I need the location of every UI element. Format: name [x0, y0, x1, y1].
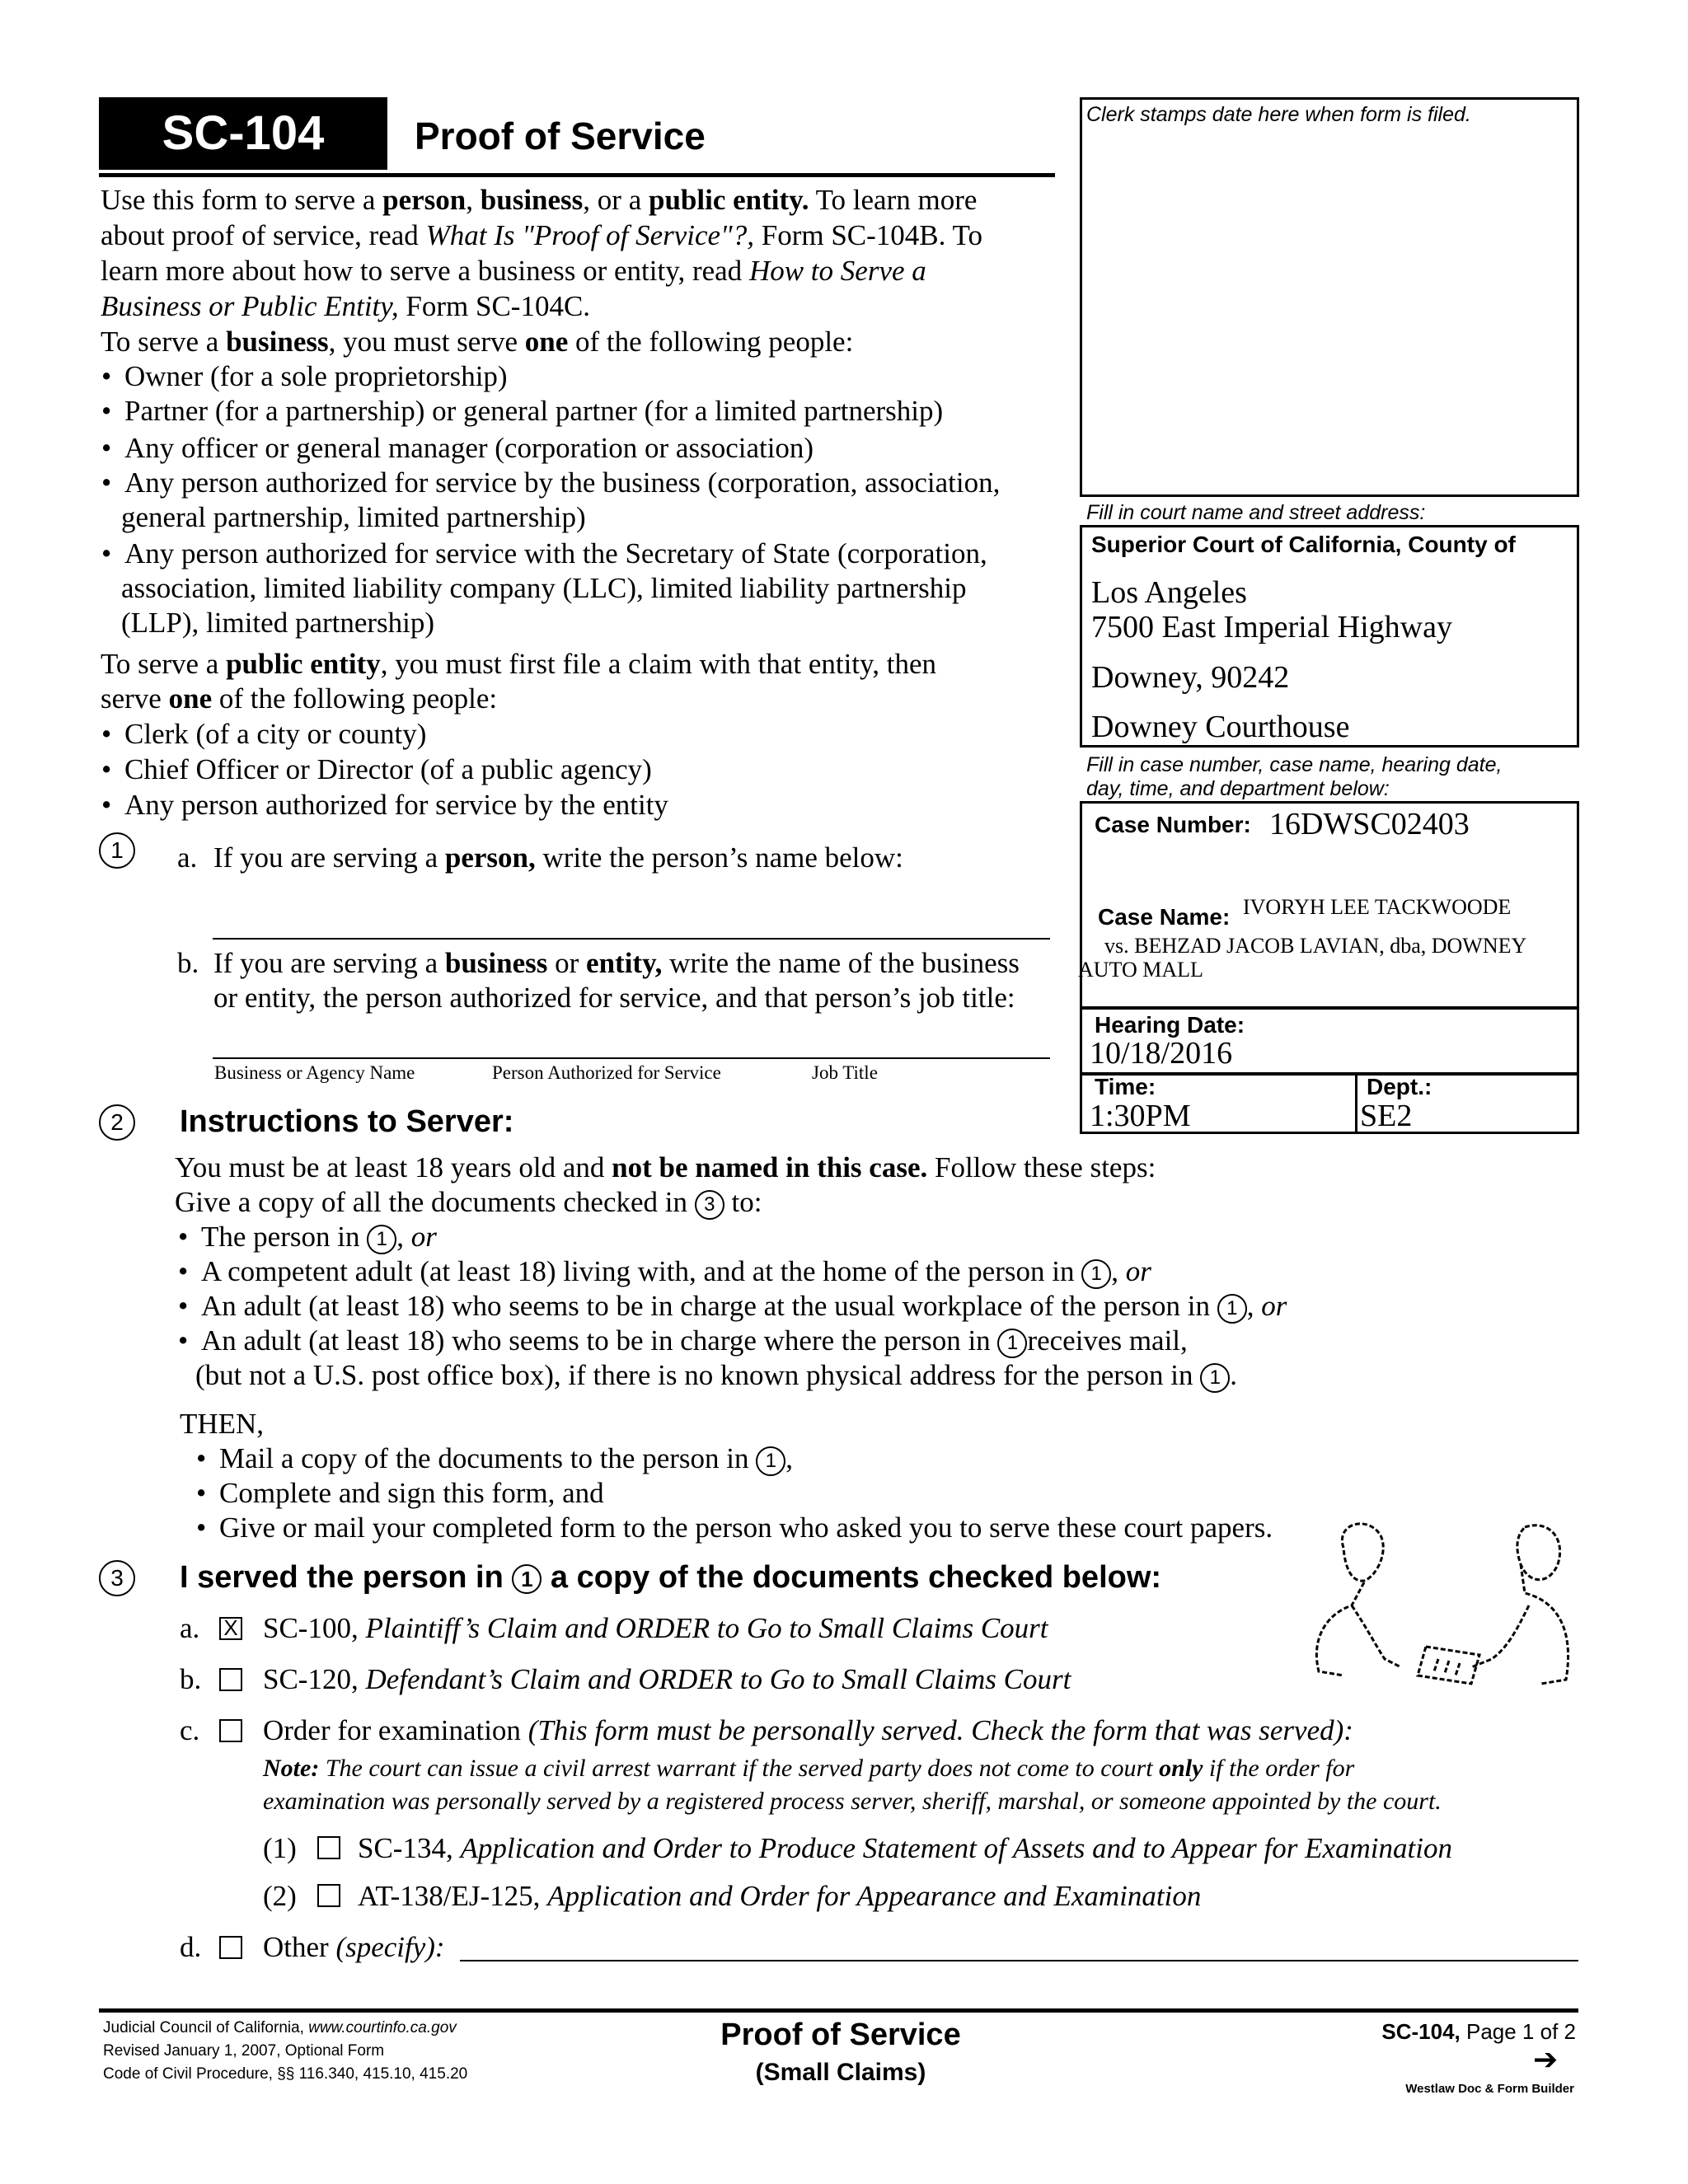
doc-c2-label: (2)	[263, 1880, 297, 1912]
next-page-arrow-icon: ➔	[1533, 2042, 1559, 2076]
col-job-title: Job Title	[812, 1062, 878, 1083]
court-city: Downey, 90242	[1091, 660, 1290, 695]
form-number-badge: SC-104	[99, 97, 387, 170]
instr-line-2: Give a copy of all the documents checked in 3 to:	[175, 1186, 762, 1218]
intro-line-4: Business or Public Entity, Form SC-104C.	[101, 290, 591, 322]
server-arm	[1352, 1605, 1401, 1667]
court-heading: Superior Court of California, County of	[1091, 532, 1516, 557]
public-bullet: • Chief Officer or Director (of a public agency)	[124, 752, 652, 787]
instr-bullet: • An adult (at least 18) who seems to be in charge at the usual workplace of the person in 1 , or	[201, 1289, 1287, 1324]
ref-1: 1	[997, 1329, 1027, 1358]
server-body	[1316, 1582, 1364, 1675]
hearing-date-label: Hearing Date:	[1095, 1012, 1245, 1038]
court-county: Los Angeles	[1091, 575, 1247, 610]
business-bullet: • Any person authorized for service by the business (corporation, association,	[124, 466, 1000, 500]
case-info-label-1: Fill in case number, case name, hearing date,	[1086, 753, 1503, 776]
footer-revised: Revised January 1, 2007, Optional Form	[103, 2042, 385, 2060]
ref-1: 1	[756, 1446, 785, 1476]
ref-1: 1	[1217, 1294, 1247, 1324]
col-business-name: Business or Agency Name	[214, 1062, 415, 1083]
ref-1: 1	[1200, 1363, 1230, 1393]
other-specify-field[interactable]	[460, 1960, 1578, 1961]
business-bullet: • Partner (for a partnership) or general partner (for a limited partnership)	[124, 394, 943, 429]
then-label: THEN,	[180, 1408, 265, 1440]
section-1-number: 1	[99, 832, 135, 869]
intro-line-2: about proof of service, read What Is "Proof of Service"?, Form SC-104B. To	[101, 219, 982, 251]
case-name-3: AUTO MALL	[1078, 958, 1203, 982]
person-name-field[interactable]	[213, 938, 1050, 940]
section-1a-label: a.	[177, 841, 198, 874]
doc-c1-checkbox[interactable]	[317, 1836, 340, 1859]
public-intro-1: To serve a public entity, you must first file a claim with that entity, then	[101, 648, 937, 680]
doc-d-text: Other (specify):	[263, 1931, 445, 1963]
public-bullet: • Clerk (of a city or county)	[124, 717, 426, 752]
section-1a-text: If you are serving a person, write the person’s name below:	[213, 841, 903, 874]
case-info-label-2: day, time, and department below:	[1086, 777, 1390, 800]
time-label: Time:	[1095, 1074, 1156, 1099]
public-intro-2: serve one of the following people:	[101, 682, 498, 715]
footer-code: Code of Civil Procedure, §§ 116.340, 415.10, 415.20	[103, 2065, 468, 2083]
then-bullet: • Complete and sign this form, and	[219, 1476, 604, 1511]
ref-1: 1	[1081, 1259, 1111, 1289]
recipient-body	[1521, 1564, 1568, 1684]
ref-3: 3	[695, 1190, 724, 1220]
recipient-arm	[1471, 1605, 1529, 1667]
footer-publisher: Judicial Council of California, www.courtinfo.ca.gov	[103, 2019, 457, 2036]
papers-lines	[1434, 1659, 1460, 1675]
section-1b-text-1: If you are serving a business or entity, write the name of the business	[213, 947, 1020, 979]
hearing-date: 10/18/2016	[1090, 1036, 1233, 1071]
case-name-1: IVORYH LEE TACKWOODE	[1243, 895, 1512, 919]
doc-c-label: c.	[180, 1714, 200, 1746]
section-2-number: 2	[99, 1104, 135, 1141]
business-bullet-cont: association, limited liability company (LLC), limited liability partnership	[121, 572, 967, 604]
intro-line-3: learn more about how to serve a business or entity, read How to Serve a	[101, 255, 926, 287]
instr-bullet: • A competent adult (at least 18) living with, and at the home of the person in 1 , or	[201, 1254, 1151, 1289]
intro-line-1: Use this form to serve a person, business, or a public entity. To learn more	[101, 184, 978, 216]
case-number-label: Case Number:	[1095, 812, 1251, 837]
page-title: Proof of Service	[415, 115, 706, 157]
instr-bullet: • The person in 1 , or	[201, 1220, 437, 1254]
section-3-heading: I served the person in 1 a copy of the documents checked below:	[180, 1560, 1162, 1595]
doc-c-text: Order for examination (This form must be personally served. Check the form that was served):	[263, 1714, 1353, 1746]
instr-bullet: • An adult (at least 18) who seems to be in charge where the person in 1 receives mail,	[201, 1324, 1188, 1358]
public-bullet: • Any person authorized for service by the entity	[124, 788, 668, 823]
note-line-1: Note: The court can issue a civil arrest warrant if the served party does not come to court only if the order for	[263, 1755, 1355, 1782]
clerk-stamp-label: Clerk stamps date here when form is filed.	[1086, 103, 1471, 126]
doc-c-checkbox[interactable]	[219, 1719, 242, 1742]
note-line-2: examination was personally served by a registered process server, sheriff, marshal, or someone appointed by the court.	[263, 1788, 1442, 1815]
court-name: Downey Courthouse	[1091, 710, 1350, 744]
ref-1: 1	[367, 1225, 396, 1254]
header-rule	[99, 173, 1055, 177]
doc-c2-checkbox[interactable]	[317, 1884, 340, 1907]
dept-label: Dept.:	[1367, 1074, 1432, 1099]
section-1b-text-2: or entity, the person authorized for service, and that person’s job title:	[213, 982, 1015, 1014]
doc-a-checkbox[interactable]: X	[219, 1617, 242, 1640]
instr-bullet-cont: (but not a U.S. post office box), if there is no known physical address for the person in 1 .	[195, 1359, 1238, 1391]
section-1b-label: b.	[177, 947, 199, 979]
instr-line-1: You must be at least 18 years old and not be named in this case. Follow these steps:	[175, 1151, 1156, 1183]
section-3-number: 3	[99, 1560, 135, 1596]
court-name-label: Fill in court name and street address:	[1086, 501, 1426, 524]
doc-c1-label: (1)	[263, 1832, 297, 1864]
business-bullet-cont: general partnership, limited partnership)	[121, 501, 586, 533]
clerk-stamp-box[interactable]	[1080, 97, 1579, 497]
doc-d-checkbox[interactable]	[219, 1936, 242, 1959]
ref-1: 1	[512, 1564, 542, 1594]
doc-b-label: b.	[180, 1663, 202, 1695]
hearing-time: 1:30PM	[1090, 1099, 1191, 1133]
business-intro: To serve a business, you must serve one of the following people:	[101, 326, 854, 358]
then-bullet: • Mail a copy of the documents to the person in 1 ,	[219, 1441, 793, 1476]
time-dept-divider	[1355, 1073, 1357, 1134]
footer-page: SC-104, Page 1 of 2	[1381, 2019, 1576, 2044]
doc-a-text: SC-100, Plaintiff’s Claim and ORDER to Go to Small Claims Court	[263, 1612, 1048, 1644]
serving-illustration	[1302, 1515, 1582, 1704]
business-bullet: • Any officer or general manager (corporation or association)	[124, 431, 814, 466]
section-2-heading: Instructions to Server:	[180, 1104, 514, 1139]
recipient-head	[1517, 1526, 1560, 1580]
doc-a-label: a.	[180, 1612, 200, 1644]
doc-c2-text: AT-138/EJ-125, Application and Order for Appearance and Examination	[358, 1880, 1202, 1912]
business-bullet: • Owner (for a sole proprietorship)	[124, 359, 508, 394]
server-head	[1342, 1524, 1383, 1581]
case-name-label: Case Name:	[1098, 904, 1231, 930]
footer-rule	[99, 2008, 1578, 2013]
case-name-2: vs. BEHZAD JACOB LAVIAN, dba, DOWNEY	[1104, 934, 1527, 958]
footer-subtitle: (Small Claims)	[755, 2059, 926, 2086]
col-person-authorized: Person Authorized for Service	[492, 1062, 721, 1083]
doc-b-checkbox[interactable]	[219, 1668, 242, 1691]
dept: SE2	[1360, 1099, 1413, 1133]
business-bullet-cont: (LLP), limited partnership)	[121, 607, 435, 639]
business-bullet: • Any person authorized for service with the Secretary of State (corporation,	[124, 537, 987, 571]
business-info-field[interactable]	[213, 1057, 1050, 1059]
doc-c1-text: SC-134, Application and Order to Produce Statement of Assets and to Appear for Examination	[358, 1832, 1452, 1864]
court-street: 7500 East Imperial Highway	[1091, 610, 1452, 644]
doc-b-text: SC-120, Defendant’s Claim and ORDER to Go to Small Claims Court	[263, 1663, 1071, 1695]
doc-d-label: d.	[180, 1931, 202, 1963]
footer-brand: Westlaw Doc & Form Builder	[1405, 2082, 1574, 2096]
footer-title: Proof of Service	[720, 2018, 961, 2052]
then-bullet: • Give or mail your completed form to the person who asked you to serve these court papers.	[219, 1511, 1273, 1545]
case-number: 16DWSC02403	[1269, 807, 1470, 841]
